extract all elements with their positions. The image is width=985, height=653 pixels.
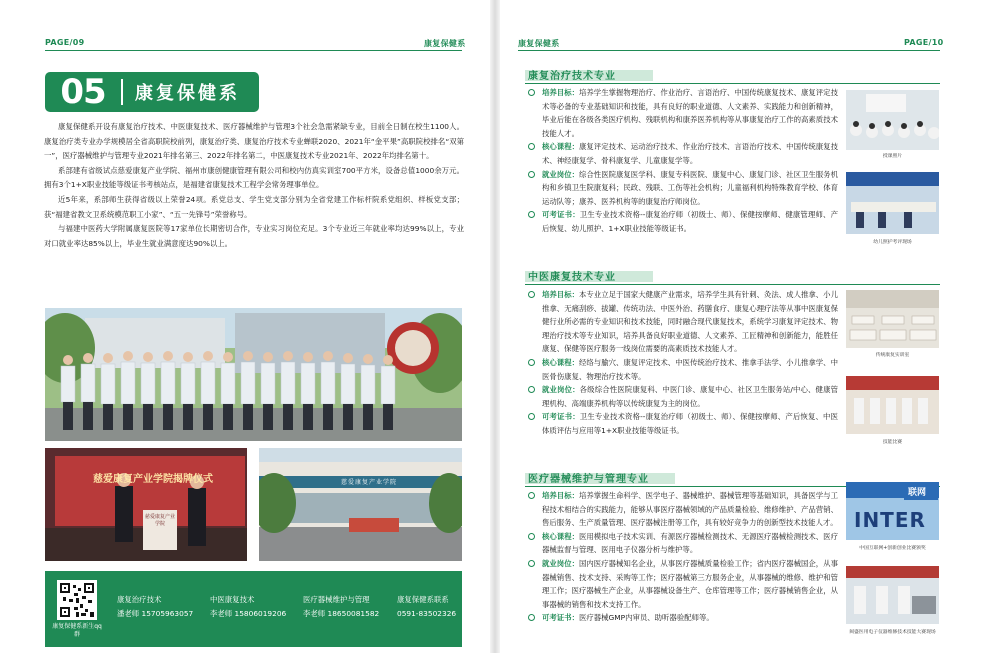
ceremony-banner-text: 慈爱康复产业学院揭牌仪式 bbox=[93, 474, 213, 485]
contact-bar bbox=[45, 571, 462, 647]
list-item bbox=[528, 288, 838, 356]
photo-childcare-exam bbox=[846, 172, 939, 234]
circle-bullet-icon bbox=[528, 560, 535, 567]
circle-bullet-icon bbox=[528, 413, 535, 420]
list-item bbox=[528, 140, 838, 167]
item-key: 可考证书： bbox=[542, 613, 579, 623]
photo-skills-contest bbox=[846, 376, 939, 434]
page-fold bbox=[490, 0, 500, 653]
item-text: 培养掌握生命科学、医学电子、器械维护、器械管理等基础知识，具备医学与工程技术相结合的实践能力，能够从事医疗器械领域的产品质量检验、维修维护、产品营销、售后服务、生产质量管理、医疗器械注册等工作，具有较好竞争力的创新型技术技能人才。 bbox=[542, 491, 838, 528]
list-item bbox=[528, 383, 838, 410]
photo-caption: 闽盛医用电子仪器维修技术技能大赛现场 bbox=[849, 630, 936, 635]
list-item bbox=[528, 208, 838, 235]
photo-caption: 中国互联网+创新创业比赛颁奖 bbox=[859, 546, 926, 551]
item-text: 医用模拟电子技术实训、有源医疗器械检测技术、无源医疗器械检测技术、医疗器械监督与管理、医用电子仪器分析与维护等。 bbox=[542, 531, 838, 555]
group-photo bbox=[45, 308, 462, 441]
qr-code-label: 康复保健系新生qq群 bbox=[52, 623, 102, 638]
list-item bbox=[528, 557, 838, 611]
contact-department-office bbox=[397, 593, 456, 621]
circle-bullet-icon bbox=[528, 143, 535, 150]
circle-bullet-icon bbox=[528, 211, 535, 218]
left-header-title: 康复保健系 bbox=[424, 39, 466, 48]
item-key: 培养目标： bbox=[542, 290, 579, 299]
intro-paragraph: 近5年来，系部师生获得省级以上荣誉24项。系党总支、学生党支部分别为全省党建工作标杆院系党组织、样板党支部；获“福建省教文卫系统模范职工小家”、“五一先锋号”荣誉称号。 bbox=[44, 194, 464, 219]
award-banner-text: 联网 bbox=[908, 488, 927, 498]
department-intro bbox=[44, 120, 464, 251]
qq-group-qr-code[interactable] bbox=[57, 580, 97, 620]
circle-bullet-icon bbox=[528, 614, 535, 621]
left-header-line bbox=[45, 50, 462, 51]
item-text: 国内医疗器械知名企业，从事医疗器械质量检验工作；省内医疗器械国企，从事器械销售、技术支持、采购等工作；医疗器械第三方服务企业，从事器械的维修、维护和管理工作；医疗器械生产企业，从事器械设备生产、仓库管理等工作；医疗器械销售企业，从事器械的销售和技术支持工作。 bbox=[542, 558, 838, 609]
list-item bbox=[528, 611, 838, 625]
item-text: 各级综合性医院康复科、中医门诊、康复中心、社区卫生服务站/中心、健康管理机构、高端康养机构等以传统康复为主的岗位。 bbox=[542, 385, 838, 408]
inter-letters: INTER bbox=[854, 508, 926, 532]
photo-device-repair-contest bbox=[846, 566, 939, 624]
plaque-text: 慈爱康复产业学院 bbox=[144, 514, 175, 527]
item-key: 核心课程： bbox=[542, 531, 579, 541]
photo-caption: 授课照片 bbox=[882, 154, 903, 159]
item-text: 康复评定技术、运动治疗技术、作业治疗技术、言语治疗技术、中国传统康复技术、神经康复学、骨科康复学、儿童康复学等。 bbox=[542, 142, 838, 165]
building-photo bbox=[259, 448, 462, 561]
left-header-page-number: PAGE/09 bbox=[45, 38, 85, 47]
section-divider bbox=[525, 284, 940, 285]
circle-bullet-icon bbox=[528, 492, 535, 499]
item-key: 培养目标： bbox=[542, 491, 579, 500]
contact-title: 中医康复技术 bbox=[210, 595, 255, 604]
list-item bbox=[528, 530, 838, 557]
section-list-tcm-rehab bbox=[528, 288, 838, 438]
photo-caption: 技能比赛 bbox=[882, 440, 903, 445]
circle-bullet-icon bbox=[528, 89, 535, 96]
item-text: 培养学生掌握物理治疗、作业治疗、言语治疗、中国传统康复技术、康复评定技术等必备的专业基础知识和技能，具有良好的职业道德、人文素养、实践能力和创新精神，毕业后能在各级各类医疗机构、残联机构和康养医养机构等从事康复治疗工作的高素质技术技能人才。 bbox=[542, 88, 838, 138]
title-separator bbox=[121, 79, 123, 105]
section-title-medical-device: 医疗器械维护与管理专业 bbox=[528, 474, 649, 485]
item-key: 就业岗位： bbox=[542, 169, 579, 179]
list-item bbox=[528, 410, 838, 437]
intro-paragraph: 系部建有省级试点慈爱康复产业学院、福州市康创健康管理有限公司和校内仿真实训室700平方米，设备总值1000余万元。拥有3个1+X职业技能等级证书考核站点，是福建省康复技术工程学会常务理事单位。 bbox=[44, 165, 464, 190]
list-item bbox=[528, 168, 838, 209]
right-header-title: 康复保健系 bbox=[518, 39, 560, 48]
circle-bullet-icon bbox=[528, 359, 535, 366]
item-text: 卫生专业技术资格--康复治疗师（初级士、师）、保健按摩师、健康管理师、产后恢复、幼儿照护、1+X职业技能等级证书。 bbox=[542, 210, 838, 233]
circle-bullet-icon bbox=[528, 291, 535, 298]
item-key: 可考证书： bbox=[542, 412, 580, 422]
contact-detail[interactable]: 李老师 18650081582 bbox=[303, 609, 380, 618]
list-item bbox=[528, 356, 838, 383]
contact-rehab-therapy bbox=[117, 593, 193, 621]
department-title-block bbox=[45, 72, 259, 112]
intro-paragraph: 康复保健系开设有康复治疗技术、中医康复技术、医疗器械维护与管理3个社会急需紧缺专业，目前全日制在校生1100人。康复治疗类专业办学规模居全省高职院校前列，康复治疗类、康复治疗技术专业蝉联2020、2021年“金平果”高职院校排名“双第一”，医疗器械维护与管理专业2021年排名第三、2022年排名第二，中医康复技术专业2021年、2022年均排名第十。 bbox=[44, 122, 464, 161]
section-list-medical-device bbox=[528, 489, 838, 625]
contact-tcm-rehab bbox=[210, 593, 286, 621]
list-item bbox=[528, 489, 838, 530]
item-text: 卫生专业技术资格--康复治疗师（初级士、师）、保健按摩师、产后恢复、中医体质评估与应用等1+X职业技能等级证书。 bbox=[542, 412, 838, 435]
photo-tcm-lab bbox=[846, 290, 939, 348]
photo-caption: 幼儿照护考评现场 bbox=[873, 240, 912, 245]
contact-detail[interactable]: 0591-83502326 bbox=[397, 609, 457, 618]
contact-title: 康复保健系联系 bbox=[397, 595, 449, 604]
ceremony-photo bbox=[45, 448, 247, 561]
left-page bbox=[0, 0, 490, 653]
department-number: 05 bbox=[60, 72, 106, 112]
building-sign-text: 慈爱康复产业学院 bbox=[340, 479, 397, 486]
photo-lecture bbox=[846, 90, 939, 150]
item-key: 可考证书： bbox=[542, 210, 580, 220]
right-header-page-number: PAGE/10 bbox=[904, 38, 944, 47]
item-text: 本专业立足于国家大健康产业需求，培养学生具有针刺、灸法、成人推拿、小儿推拿、无痛刮痧、拔罐、传统功法、中医外治、药膳食疗、康复心理疗法等从事中医康复保健行业所必需的专业知识和技术技能，同时融合现代康复技术，系统学习康复评定技术、物理治疗技术等专业知识，培养具备良好职业道德、人文素养、工匠精神和创新能力，能胜任康复、保健等医疗服务一线岗位需要的高素质技术技能人才。 bbox=[542, 290, 838, 354]
section-divider bbox=[525, 83, 940, 84]
photo-internet-plus-award bbox=[846, 482, 939, 540]
item-text: 综合性医院康复医学科、康复专科医院、康复中心、康复门诊、社区卫生服务机构和乡镇卫生院康复科；民政、残联、工伤等社会机构；儿童福利机构特殊教育学校、体育运动队等；康养、医养机构等的康复治疗师岗位。 bbox=[542, 169, 838, 206]
circle-bullet-icon bbox=[528, 533, 535, 540]
list-item bbox=[528, 86, 838, 140]
item-key: 核心课程： bbox=[542, 142, 579, 152]
contact-title: 康复治疗技术 bbox=[117, 595, 162, 604]
section-list-rehab-therapy bbox=[528, 86, 838, 236]
contact-detail[interactable]: 潘老师 15705963057 bbox=[117, 609, 194, 618]
right-header-line bbox=[518, 50, 940, 51]
contact-title: 医疗器械维护与管理 bbox=[303, 595, 370, 604]
contact-medical-device bbox=[303, 593, 379, 621]
circle-bullet-icon bbox=[528, 386, 535, 393]
intro-paragraph: 与福建中医药大学附属康复医院等17家单位长期密切合作，专业实习岗位充足。3个专业近三年就业率均达99%以上，专业对口就业率达85%以上，毕业生就业满意度达90%以上。 bbox=[44, 224, 464, 248]
contact-detail[interactable]: 李老师 15806019206 bbox=[210, 609, 287, 618]
section-title-tcm-rehab: 中医康复技术专业 bbox=[528, 272, 616, 283]
item-key: 培养目标： bbox=[542, 88, 579, 97]
item-key: 就业岗位： bbox=[542, 558, 579, 568]
item-key: 就业岗位： bbox=[542, 385, 580, 395]
item-key: 核心课程： bbox=[542, 357, 579, 367]
circle-bullet-icon bbox=[528, 171, 535, 178]
photo-caption: 传统康复实训室 bbox=[875, 353, 910, 358]
department-name: 康复保健系 bbox=[135, 83, 240, 104]
item-text: 医疗器械GMP内审员、助听器验配师等。 bbox=[578, 613, 714, 623]
section-title-rehab-therapy: 康复治疗技术专业 bbox=[528, 71, 616, 82]
item-text: 经络与腧穴、康复评定技术、中医传统治疗技术、推拿手法学、小儿推拿学、中医骨伤康复、物理治疗技术等。 bbox=[542, 357, 838, 381]
